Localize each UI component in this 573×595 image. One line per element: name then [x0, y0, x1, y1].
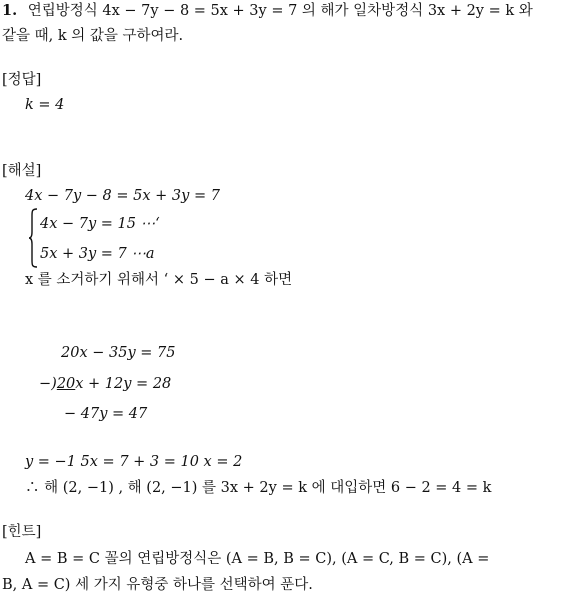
answer-value: k = 4 [25, 97, 65, 113]
system-equation-1: 4x − 7y = 15 ⋯‘ [40, 216, 160, 232]
answer-heading: [정답] [2, 72, 42, 88]
hint-heading: [힌트] [2, 524, 42, 540]
elimination-step: x 를 소거하기 위해서 ‘ × 5 − a × 4 하면 [25, 272, 293, 288]
hint-line-2: B, A = C) 세 가지 유형중 하나를 선택하여 푼다. [2, 577, 313, 593]
solution-heading: [해설] [2, 163, 42, 179]
problem-number: 1. [2, 2, 18, 19]
system-brace [28, 208, 38, 268]
solution-result: y = −1 5x = 7 + 3 = 10 x = 2 [25, 454, 243, 470]
calc-line-3: − 47y = 47 [64, 406, 148, 422]
calc-subtract-prefix: −) [39, 376, 57, 392]
calc-line-2 [39, 374, 171, 394]
problem-text-1: 연립방정식 4x − 7y − 8 = 5x + 3y = 7 의 해가 일차방정식 3x + 2y = k 와 [27, 3, 533, 19]
hint-line-1: A = B = C 꼴의 연립방정식은 (A = B, B = C), (A = C, B = C), (A = [25, 551, 490, 567]
solution-conclusion: ∴ 해 (2, −1) , 해 (2, −1) 를 3x + 2y = k 에 대입하면 6 − 2 = 4 = k [25, 480, 492, 496]
calc-line-2-rest: x + 12y = 28 [75, 376, 172, 392]
system-equation-2: 5x + 3y = 7 ⋯a [40, 246, 155, 262]
calc-line-1: 20x − 35y = 75 [61, 345, 176, 361]
problem-line-1 [2, 1, 533, 21]
calc-underlined-term: 20 [56, 376, 76, 392]
solution-main-equation: 4x − 7y − 8 = 5x + 3y = 7 [25, 188, 220, 204]
problem-line-2: 같을 때, k 의 값을 구하여라. [2, 28, 184, 44]
